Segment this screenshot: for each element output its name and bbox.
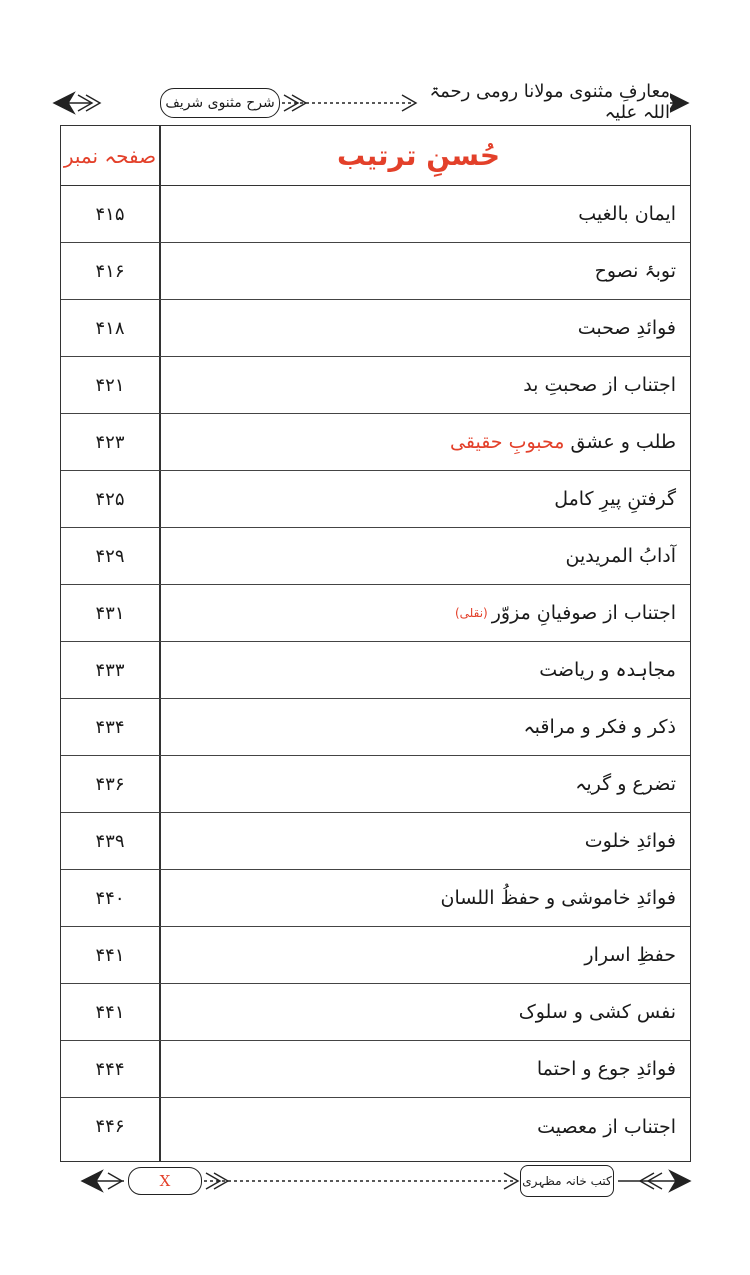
publisher-cartouche: کتب خانہ مظہری xyxy=(520,1165,614,1197)
row-page-number: ۴۲۱ xyxy=(95,374,125,396)
contents-heading: حُسنِ ترتیب xyxy=(336,139,501,172)
row-title-note: (نقلی) xyxy=(454,606,488,620)
row-page-number: ۴۴۴ xyxy=(95,1058,125,1080)
table-row xyxy=(61,300,690,357)
table-row xyxy=(61,756,690,813)
row-title: حفظِ اسرار xyxy=(584,944,676,966)
table-row xyxy=(61,585,690,642)
table-row xyxy=(61,243,690,300)
row-title-main: اجتناب از صوفیانِ مزوّر xyxy=(491,602,676,624)
row-title: ایمان بالغیب xyxy=(578,203,676,225)
page-header xyxy=(52,81,690,123)
row-title xyxy=(161,585,682,641)
row-page-number: ۴۳۴ xyxy=(95,716,125,738)
row-page-number: ۴۴۱ xyxy=(95,1001,125,1023)
table-row xyxy=(61,414,690,471)
row-page-number: ۴۲۹ xyxy=(95,545,125,567)
page-number-label: X xyxy=(128,1167,202,1195)
row-page-number: ۴۳۳ xyxy=(95,659,125,681)
row-title: گرفتنِ پیرِ کامل xyxy=(554,488,676,510)
row-page-number: ۴۳۱ xyxy=(95,602,125,624)
row-page-number: ۴۲۵ xyxy=(95,488,125,510)
table-row xyxy=(61,528,690,585)
header-title: معارفِ مثنوی مولانا رومی رحمۃ اللہ علیہ xyxy=(420,86,670,118)
row-page-number: ۴۴۱ xyxy=(95,944,125,966)
row-title: آدابُ المریدین xyxy=(565,545,676,567)
page-footer xyxy=(80,1163,692,1199)
row-title xyxy=(161,414,682,470)
table-row xyxy=(61,813,690,870)
table-row xyxy=(61,186,690,243)
row-page-number: ۴۴۶ xyxy=(95,1116,125,1137)
row-page-number: ۴۱۶ xyxy=(95,260,125,282)
table-row xyxy=(61,870,690,927)
row-title: ذکر و فکر و مراقبہ xyxy=(523,716,676,738)
row-title: فوائدِ خاموشی و حفظُ اللسان xyxy=(440,887,676,909)
table-row xyxy=(61,471,690,528)
row-page-number: ۴۱۸ xyxy=(95,317,125,339)
row-title: اجتناب از معصیت xyxy=(537,1115,676,1138)
table-row xyxy=(61,1041,690,1098)
row-title-highlight: محبوبِ حقیقی xyxy=(450,431,565,453)
row-title: فوائدِ جوع و احتما xyxy=(536,1058,676,1080)
table-row xyxy=(61,927,690,984)
table-header-row xyxy=(61,126,690,186)
row-title: تضرع و گریہ xyxy=(575,773,676,795)
row-title: نفس کشی و سلوک xyxy=(518,1001,676,1023)
table-row xyxy=(61,642,690,699)
table-row xyxy=(61,984,690,1041)
contents-table xyxy=(60,125,691,1162)
row-page-number: ۴۳۹ xyxy=(95,830,125,852)
table-row xyxy=(61,699,690,756)
row-title: فوائدِ خلوت xyxy=(584,830,676,852)
row-title: اجتناب از صحبتِ بد xyxy=(523,374,676,396)
row-title-main: طلب و عشق xyxy=(570,431,676,453)
row-page-number: ۴۲۳ xyxy=(95,431,125,453)
row-page-number: ۴۱۵ xyxy=(95,203,125,225)
table-row xyxy=(61,1098,690,1155)
row-page-number: ۴۳۶ xyxy=(95,773,125,795)
table-row xyxy=(61,357,690,414)
page-number-heading: صفحہ نمبر xyxy=(63,143,157,168)
row-page-number: ۴۴۰ xyxy=(95,887,125,909)
row-title: فوائدِ صحبت xyxy=(577,317,676,339)
row-title: توبۂ نصوح xyxy=(594,260,676,282)
row-title: مجاہدہ و ریاضت xyxy=(539,659,676,681)
header-cartouche: شرح مثنوی شریف xyxy=(160,88,280,118)
